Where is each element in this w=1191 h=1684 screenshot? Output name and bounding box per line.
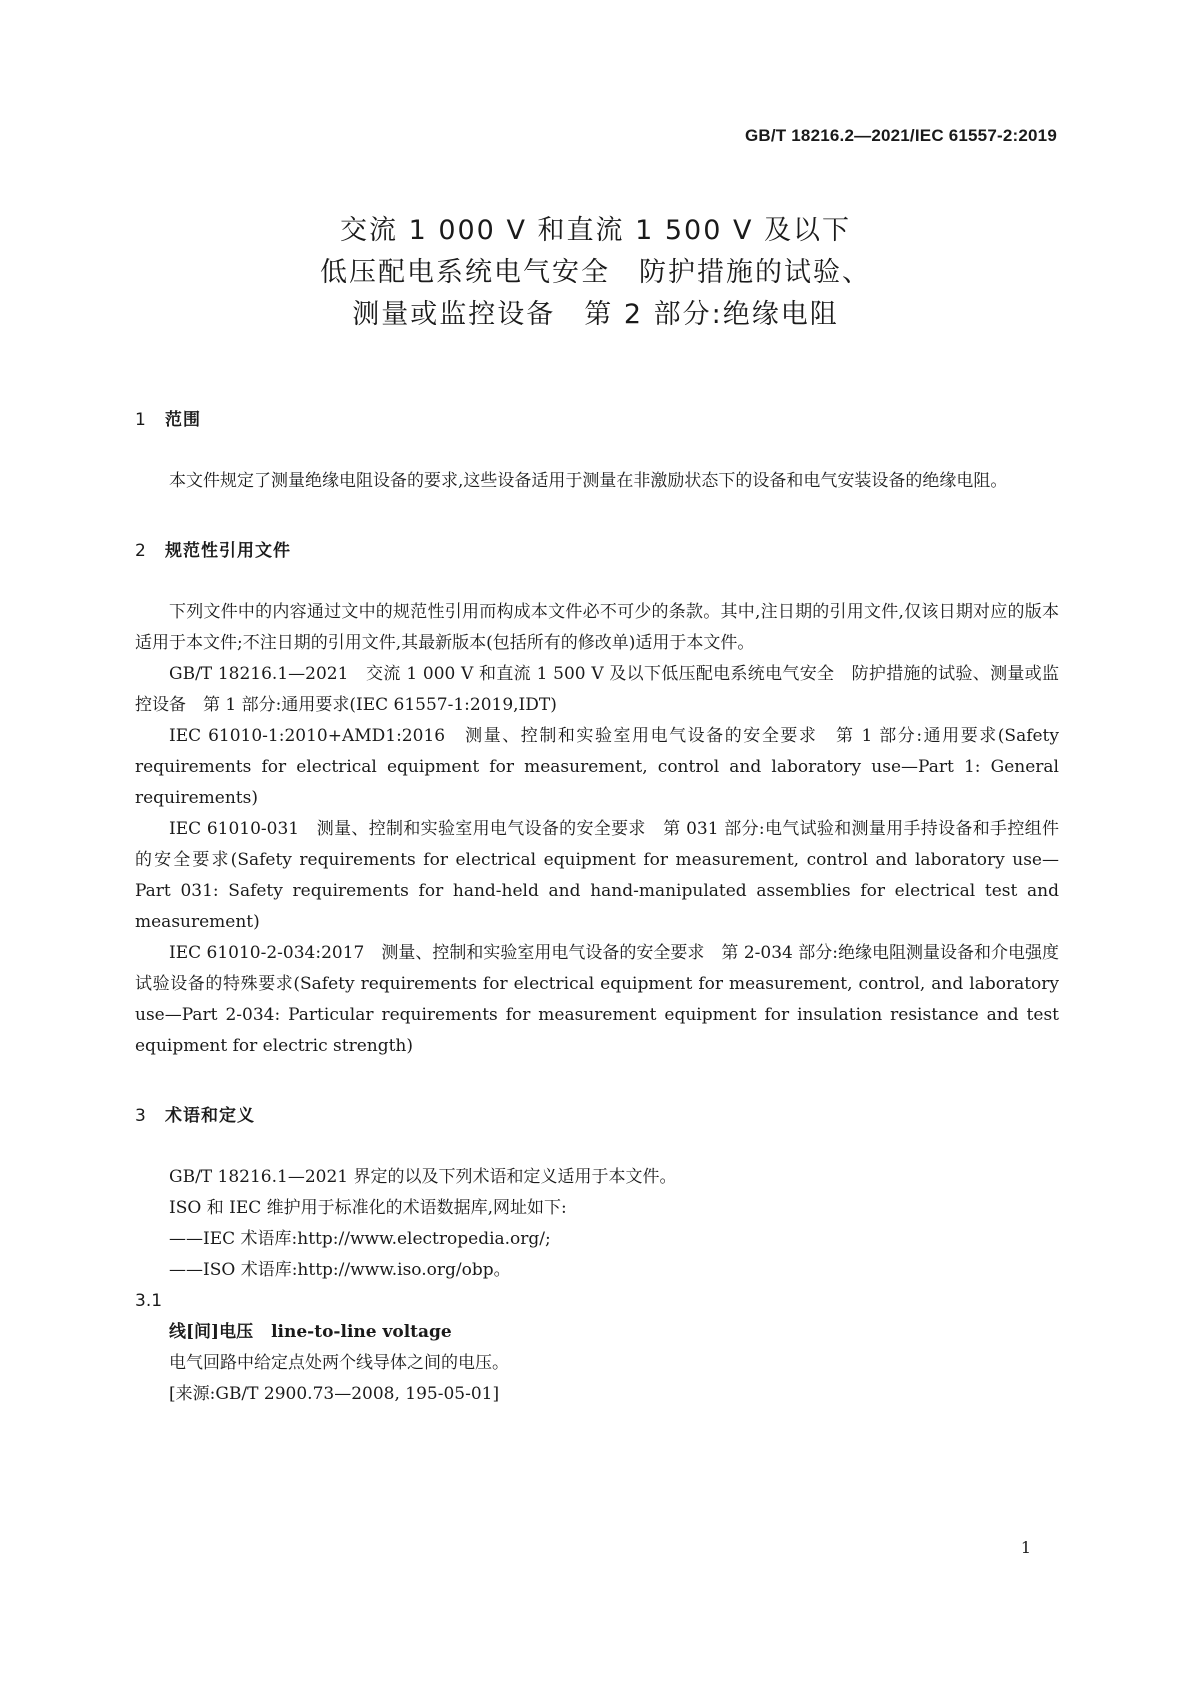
- section-3-title: 术语和定义: [165, 1106, 255, 1126]
- section-2-heading: [135, 539, 1059, 563]
- reference-item: IEC 61010-1:2010+AMD1:2016 测量、控制和实验室用电气设备的安全要求 第 1 部分:通用要求(Safety requirements for electrical equipment for measurement, control and laboratory use—Part 1: General requirements): [135, 726, 1059, 808]
- section-3-heading: [135, 1104, 1059, 1128]
- standard-code: GB/T 18216.2—2021/IEC 61557-2:2019: [744, 126, 1057, 145]
- iec-database-link: ——IEC 术语库:http://www.electropedia.org/;: [169, 1229, 551, 1249]
- document-body: [135, 408, 1059, 1410]
- section-1-number: 1: [135, 410, 147, 430]
- term-chinese: 线[间]电压: [169, 1322, 254, 1342]
- terms-database-line: ISO 和 IEC 维护用于标准化的术语数据库,网址如下:: [169, 1198, 567, 1218]
- clause-number: 3.1: [135, 1291, 163, 1311]
- section-2-number: 2: [135, 541, 147, 561]
- section-2-title: 规范性引用文件: [165, 541, 291, 561]
- reference-item: IEC 61010-2-034:2017 测量、控制和实验室用电气设备的安全要求 第 2-034 部分:绝缘电阻测量设备和介电强度试验设备的特殊要求(Safety requirements for electrical equipment for measurement, control, and laboratory use—Part 2-034: Particular requirements for measurement equipment for insulation resistance and test equipment for electric strength): [135, 943, 1059, 1056]
- title-line-2: 低压配电系统电气安全 防护措施的试验、: [320, 257, 871, 288]
- terms-intro-line: GB/T 18216.1—2021 界定的以及下列术语和定义适用于本文件。: [169, 1167, 677, 1187]
- page-number: 1: [1020, 1538, 1031, 1557]
- document-title: [0, 210, 1191, 336]
- term-definition: 电气回路中给定点处两个线导体之间的电压。: [169, 1353, 509, 1373]
- title-line-3: 测量或监控设备 第 2 部分:绝缘电阻: [352, 299, 839, 330]
- term-entry: [135, 1317, 1059, 1348]
- term-english: line-to-line voltage: [271, 1322, 452, 1342]
- normative-refs-intro: 下列文件中的内容通过文中的规范性引用而构成本文件必不可少的条款。其中,注日期的引用文件,仅该日期对应的版本适用于本文件;不注日期的引用文件,其最新版本(包括所有的修改单)适用于本文件。: [135, 602, 1059, 653]
- section-1-title: 范围: [165, 410, 201, 430]
- section-1-heading: [135, 408, 1059, 432]
- iso-database-link: ——ISO 术语库:http://www.iso.org/obp。: [169, 1260, 511, 1280]
- scope-paragraph: 本文件规定了测量绝缘电阻设备的要求,这些设备适用于测量在非激励状态下的设备和电气安装设备的绝缘电阻。: [169, 471, 1008, 491]
- title-line-1: 交流 1 000 V 和直流 1 500 V 及以下: [339, 215, 852, 246]
- reference-item: IEC 61010-031 测量、控制和实验室用电气设备的安全要求 第 031 部分:电气试验和测量用手持设备和手控组件的安全要求(Safety requirements for electrical equipment for measurement, control and laboratory use—Part 031: Safety requirements for hand-held and hand-manipulated assemblies for electrical test and measurement): [135, 819, 1059, 932]
- section-3-number: 3: [135, 1106, 147, 1126]
- reference-item: GB/T 18216.1—2021 交流 1 000 V 和直流 1 500 V 及以下低压配电系统电气安全 防护措施的试验、测量或监控设备 第 1 部分:通用要求(IEC 61557-1:2019,IDT): [135, 664, 1059, 715]
- term-source: [来源:GB/T 2900.73—2008, 195-05-01]: [169, 1384, 500, 1404]
